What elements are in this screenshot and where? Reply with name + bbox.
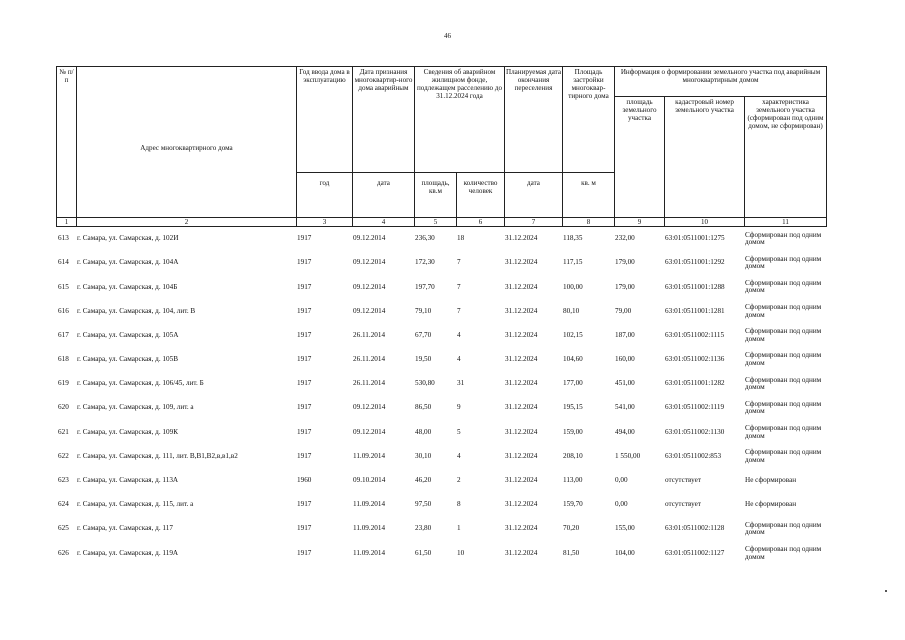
row-planned-date: 31.12.2024: [505, 500, 538, 509]
row-land-area: 0,00: [615, 500, 628, 509]
row-recognition-date: 11.09.2014: [353, 548, 386, 557]
row-people: 18: [457, 234, 465, 243]
table-row: [56, 324, 826, 348]
table-row: [56, 469, 826, 493]
row-cadastral: отсутствует: [665, 500, 701, 509]
row-area: 48,00: [415, 427, 432, 436]
row-recognition-date: 09.12.2014: [353, 306, 386, 315]
row-area: 86,50: [415, 403, 432, 412]
row-address: г. Самара, ул. Самарская, д. 111, лит. В,В1,В2,в,в1,в2: [77, 451, 238, 460]
page-mark: [885, 590, 887, 592]
row-planned-date: 31.12.2024: [505, 234, 538, 243]
row-people: 1: [457, 524, 461, 533]
table-row: [56, 300, 826, 324]
row-recognition-date: 11.09.2014: [353, 524, 386, 533]
row-status: Сформирован под одним домом: [745, 254, 822, 271]
row-number: 618: [58, 355, 69, 364]
row-year: 1917: [297, 524, 312, 533]
header-planned-date: Планируемая дата окончания переселения: [505, 67, 563, 173]
row-planned-date: 31.12.2024: [505, 548, 538, 557]
row-land-area: 155,00: [615, 524, 635, 533]
row-area: 197,70: [415, 282, 435, 291]
table-row: [56, 372, 826, 396]
row-number: 621: [58, 427, 69, 436]
row-year: 1917: [297, 258, 312, 267]
row-status: Сформирован под одним домом: [745, 544, 822, 561]
row-status: Сформирован под одним домом: [745, 278, 822, 295]
row-year: 1917: [297, 427, 312, 436]
row-number: 622: [58, 451, 69, 460]
row-address: г. Самара, ул. Самарская, д. 109, лит. а: [77, 403, 194, 412]
row-number: 616: [58, 306, 69, 315]
column-number: 2: [77, 218, 297, 227]
row-area: 61,50: [415, 548, 432, 557]
row-land-area: 187,00: [615, 330, 635, 339]
row-year: 1917: [297, 234, 312, 243]
unit-area: площадь, кв.м: [415, 173, 457, 218]
row-status: Сформирован под одним домом: [745, 375, 822, 392]
row-recognition-date: 09.12.2014: [353, 234, 386, 243]
row-planned-date: 31.12.2024: [505, 427, 538, 436]
row-cadastral: 63:01:0511002:1128: [665, 524, 725, 533]
column-number: 1: [57, 218, 77, 227]
row-planned-date: 31.12.2024: [505, 451, 538, 460]
unit-date: дата: [353, 173, 415, 218]
column-number: 11: [745, 218, 827, 227]
row-year: 1917: [297, 548, 312, 557]
row-recognition-date: 09.12.2014: [353, 427, 386, 436]
column-number: 6: [457, 218, 505, 227]
row-area: 46,20: [415, 476, 432, 484]
table-row: [56, 227, 826, 251]
row-recognition-date: 09.12.2014: [353, 258, 386, 267]
row-year: 1917: [297, 451, 312, 460]
row-built-area: 177,00: [563, 379, 583, 388]
row-people: 4: [457, 451, 461, 460]
header-land-area: площадь земельного участка: [615, 97, 665, 218]
row-cadastral: 63:01:0511002:1115: [665, 330, 725, 339]
row-recognition-date: 26.11.2014: [353, 379, 386, 388]
header-address: Адрес многоквартирного дома: [77, 67, 297, 218]
header-housing-stock: Сведения об аварийном жилищном фонде, подлежащем расселению до 31.12.2024 года: [415, 67, 505, 173]
header-cadastral: кадастровый номер земельного участка: [665, 97, 745, 218]
row-recognition-date: 09.12.2014: [353, 282, 386, 291]
row-land-area: 104,00: [615, 548, 635, 557]
table-row: [56, 541, 826, 565]
unit-built-area: кв. м: [563, 173, 615, 218]
row-area: 67,70: [415, 330, 432, 339]
row-built-area: 102,15: [563, 330, 583, 339]
unit-planned: дата: [505, 173, 563, 218]
row-planned-date: 31.12.2024: [505, 306, 538, 315]
row-year: 1917: [297, 282, 312, 291]
row-address: г. Самара, ул. Самарская, д. 117: [77, 524, 173, 533]
row-year: 1917: [297, 330, 312, 339]
row-people: 4: [457, 330, 461, 339]
row-area: 172,30: [415, 258, 435, 267]
row-number: 617: [58, 330, 69, 339]
row-area: 79,10: [415, 306, 432, 315]
column-number: 8: [563, 218, 615, 227]
row-status: Сформирован под одним домом: [745, 448, 822, 464]
row-built-area: 117,15: [563, 258, 583, 267]
row-recognition-date: 11.09.2014: [353, 451, 386, 460]
row-built-area: 81,50: [563, 548, 580, 557]
row-address: г. Самара, ул. Самарская, д. 106/45, лит. Б: [77, 379, 204, 388]
row-status: Не сформирован: [745, 500, 797, 509]
row-cadastral: 63:01:0511001:1282: [665, 379, 725, 388]
unit-people: количество человек: [457, 173, 505, 218]
row-planned-date: 31.12.2024: [505, 403, 538, 412]
row-planned-date: 31.12.2024: [505, 258, 538, 267]
row-people: 2: [457, 476, 461, 484]
row-land-area: 541,00: [615, 403, 635, 412]
housing-register: [56, 66, 826, 566]
column-number: 7: [505, 218, 563, 227]
row-area: 236,30: [415, 234, 435, 243]
row-cadastral: 63:01:0511001:1288: [665, 282, 725, 291]
row-number: 613: [58, 234, 69, 243]
row-area: 23,80: [415, 524, 432, 533]
row-year: 1917: [297, 500, 312, 509]
header-built-area: Площадь застройки многоквар-тирного дома: [563, 67, 615, 173]
row-area: 530,80: [415, 379, 435, 388]
row-cadastral: 63:01:0511001:1281: [665, 306, 725, 315]
column-number: 10: [665, 218, 745, 227]
row-recognition-date: 09.10.2014: [353, 476, 386, 484]
row-built-area: 80,10: [563, 306, 580, 315]
row-year: 1917: [297, 403, 312, 412]
row-status: Сформирован под одним домом: [745, 424, 822, 440]
row-planned-date: 31.12.2024: [505, 379, 538, 388]
row-people: 7: [457, 306, 461, 315]
row-address: г. Самара, ул. Самарская, д. 104Б: [77, 282, 178, 291]
row-people: 5: [457, 427, 461, 436]
column-number: 5: [415, 218, 457, 227]
row-people: 31: [457, 379, 465, 388]
table-row: [56, 275, 826, 299]
row-number: 614: [58, 258, 69, 267]
row-land-area: 79,00: [615, 306, 632, 315]
row-address: г. Самара, ул. Самарская, д. 105В: [77, 355, 178, 364]
row-status: Сформирован под одним домом: [745, 303, 822, 319]
row-address: г. Самара, ул. Самарская, д. 119А: [77, 548, 179, 557]
row-year: 1917: [297, 355, 312, 364]
row-built-area: 100,00: [563, 282, 583, 291]
row-land-area: 232,00: [615, 234, 635, 243]
row-number: 623: [58, 476, 69, 484]
row-address: г. Самара, ул. Самарская, д. 113А: [77, 476, 179, 484]
row-people: 8: [457, 500, 461, 509]
row-built-area: 104,60: [563, 355, 583, 364]
row-status: Сформирован под одним домом: [745, 230, 822, 247]
row-area: 97,50: [415, 500, 432, 509]
table-row: [56, 251, 826, 275]
row-number: 615: [58, 282, 69, 291]
row-recognition-date: 26.11.2014: [353, 355, 386, 364]
row-planned-date: 31.12.2024: [505, 476, 538, 484]
row-status: Не сформирован: [745, 476, 797, 485]
table-row: [56, 517, 826, 541]
column-number: 4: [353, 218, 415, 227]
row-address: г. Самара, ул. Самарская, д. 109К: [77, 427, 178, 436]
row-land-area: 179,00: [615, 282, 635, 291]
header-number: № п/п: [57, 67, 77, 218]
row-built-area: 208,10: [563, 451, 583, 460]
row-planned-date: 31.12.2024: [505, 355, 538, 364]
row-year: 1960: [297, 476, 312, 484]
row-cadastral: 63:01:0511002:1127: [665, 548, 725, 557]
row-planned-date: 31.12.2024: [505, 330, 538, 339]
row-planned-date: 31.12.2024: [505, 282, 538, 291]
row-built-area: 113,00: [563, 476, 583, 484]
row-year: 1917: [297, 306, 312, 315]
row-cadastral: 63:01:0511002:853: [665, 451, 722, 460]
row-year: 1917: [297, 379, 312, 388]
page-number: 46: [444, 32, 451, 40]
row-people: 9: [457, 403, 461, 412]
row-land-area: 179,00: [615, 258, 635, 267]
row-cadastral: 63:01:0511002:1136: [665, 355, 725, 364]
column-number: 3: [297, 218, 353, 227]
row-cadastral: 63:01:0511001:1275: [665, 234, 725, 243]
row-number: 626: [58, 548, 69, 557]
table-row: [56, 396, 826, 420]
column-number: 9: [615, 218, 665, 227]
row-people: 4: [457, 355, 461, 364]
column-numbers-row: [57, 218, 827, 227]
table-row: [56, 421, 826, 445]
row-people: 7: [457, 258, 461, 267]
row-address: г. Самара, ул. Самарская, д. 105А: [77, 330, 179, 339]
row-area: 30,10: [415, 451, 432, 460]
table-header: [56, 66, 827, 227]
row-recognition-date: 11.09.2014: [353, 500, 386, 509]
header-year: Год ввода дома в эксплуатацию: [297, 67, 353, 173]
row-recognition-date: 09.12.2014: [353, 403, 386, 412]
row-status: Сформирован под одним домом: [745, 399, 822, 416]
table-row: [56, 348, 826, 372]
row-recognition-date: 26.11.2014: [353, 330, 386, 339]
row-planned-date: 31.12.2024: [505, 524, 538, 533]
row-built-area: 70,20: [563, 524, 580, 533]
row-built-area: 159,70: [563, 500, 583, 509]
header-characteristic: характеристика земельного участка (сформирован под одним домом, не сформирован): [745, 97, 827, 218]
row-cadastral: 63:01:0511001:1292: [665, 258, 725, 267]
table-row: [56, 493, 826, 517]
row-address: г. Самара, ул. Самарская, д. 115, лит. а: [77, 500, 194, 509]
row-address: г. Самара, ул. Самарская, д. 104А: [77, 258, 179, 267]
row-land-area: 160,00: [615, 355, 635, 364]
row-number: 619: [58, 379, 69, 388]
row-address: г. Самара, ул. Самарская, д. 102И: [77, 234, 179, 243]
row-number: 624: [58, 500, 69, 509]
row-area: 19,50: [415, 355, 432, 364]
row-cadastral: отсутствует: [665, 476, 701, 484]
row-built-area: 159,00: [563, 427, 583, 436]
row-number: 620: [58, 403, 69, 412]
header-land-info: Информация о формировании земельного участка под аварийным многоквартирным домом: [615, 67, 827, 97]
table-row: [56, 445, 826, 469]
row-land-area: 0,00: [615, 476, 628, 484]
row-number: 625: [58, 524, 69, 533]
row-status: Сформирован под одним домом: [745, 327, 822, 343]
row-people: 10: [457, 548, 465, 557]
row-built-area: 195,15: [563, 403, 583, 412]
row-built-area: 118,35: [563, 234, 583, 243]
header-recognition-date: Дата признания многоквартир-ного дома аварийным: [353, 67, 415, 173]
unit-year: год: [297, 173, 353, 218]
row-status: Сформирован под одним домом: [745, 351, 822, 368]
row-cadastral: 63:01:0511002:1119: [665, 403, 725, 412]
row-land-area: 494,00: [615, 427, 635, 436]
table-body: [56, 227, 826, 566]
row-address: г. Самара, ул. Самарская, д. 104, лит. В: [77, 306, 196, 315]
row-land-area: 1 550,00: [615, 451, 641, 460]
row-cadastral: 63:01:0511002:1130: [665, 427, 725, 436]
row-people: 7: [457, 282, 461, 291]
row-status: Сформирован под одним домом: [745, 520, 822, 537]
row-land-area: 451,00: [615, 379, 635, 388]
